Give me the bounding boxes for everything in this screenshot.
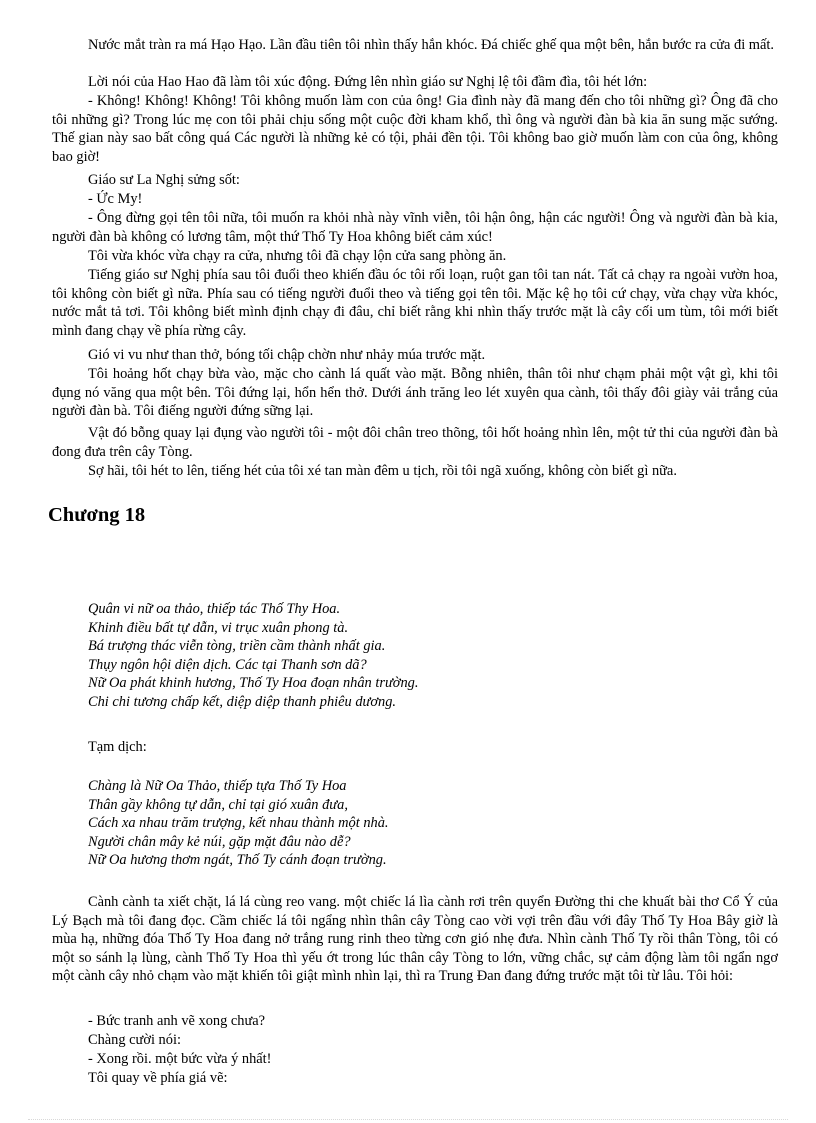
paragraph: Cành cành ta xiết chặt, lá lá cùng reo vang. một chiếc lá lìa cành rơi trên quyển Đường thi che khuất bài thơ Cổ Ý của Lý Bạch mà tôi đang đọc. Cầm chiếc lá tôi ngẩng nhìn thân cây Tòng cao vời vợi trên đầu với đây Thố Ty Hoa Bây giờ là mùa hạ, những đóa Thố Ty Hoa đang nở trắng rung rinh theo từng cơn gió nhẹ đưa. Nhìn cành Thố Ty rồi thân Tòng, tôi có một so sánh lạ lùng, cành Thố Ty Hoa thì yếu ớt trong lúc thân cây Tòng to lớn, vững chắc, sự cảm động làm tôi ngẩn ngơ một cành cây nhỏ chạm vào mặt khiến tôi giật mình nhìn lại, thì ra Trung Đan đang đứng trước mặt tôi từ lâu. Tôi hỏi: [52, 894, 778, 985]
paragraph: Lời nói của Hao Hao đã làm tôi xúc động. Đứng lên nhìn giáo sư Nghị lệ tôi đầm đìa, tôi hét lớn: [88, 74, 648, 90]
dialogue-line: - Xong rồi. một bức vừa ý nhất! [88, 1051, 272, 1067]
poem-line: Nữ Oa hương thơm ngát, Thố Ty cánh đoạn trường. [88, 852, 387, 869]
poem-line: Chi chi tương chấp kết, diệp diệp thanh phiêu dương. [88, 693, 397, 710]
poem-line: Khinh điều bất tự dẫn, vi trục xuân phong tà. [88, 619, 349, 636]
poem-line: Cách xa nhau trăm trượng, kết nhau thành một nhà. [88, 815, 389, 832]
poem-line: Bá trượng thác viễn tòng, triền cầm thành nhất gia. [88, 638, 386, 655]
chapter-title: Chương 18 [48, 504, 146, 526]
paragraph: - Không! Không! Không! Tôi không muốn làm con của ông! Gia đình này đã mang đến cho tôi những gì? Ông đã cho tôi những gì? Trong lúc mẹ con tôi phải chịu sống một cuộc đời kham khổ, thì ông và người đàn bà kia ăn sung mặc sướng. Thế gian này sao bất công quá Các người là những kẻ có tội, phải đền tội. Tôi không bao giờ muốn làm con của ông, không bao giờ! [52, 93, 778, 165]
paragraph: Chàng cười nói: [88, 1032, 181, 1048]
poem-line: Nữ Oa phát khinh hương, Thố Ty Hoa đoạn nhân trường. [88, 675, 419, 692]
paragraph: Tôi vừa khóc vừa chạy ra cửa, nhưng tôi đã chạy lộn cửa sang phòng ăn. [88, 248, 507, 264]
paragraph: Vật đó bỗng quay lại đụng vào người tôi - một đôi chân treo thõng, tôi hốt hoảng nhìn lên, một tử thi của người đàn bà đong đưa trên cây Tòng. [52, 425, 778, 460]
paragraph: Gió vi vu như than thở, bóng tối chập chờn như nhảy múa trước mặt. [88, 347, 486, 363]
translation-label: Tạm dịch: [88, 739, 147, 755]
poem-line: Thân gầy không tự dẫn, chỉ tại gió xuân đưa, [88, 796, 348, 813]
paragraph: Tiếng giáo sư Nghị phía sau tôi đuổi theo khiến đầu óc tôi rối loạn, ruột gan tôi tan nát. Tất cả chạy ra ngoài vườn hoa, tôi không còn biết gì nữa. Phía sau có tiếng người đuổi theo và tiếng gọi tên tôi. Mặc kệ họ tôi cứ chạy, vừa chạy vừa khóc, nước mắt tả tơi. Tôi không biết mình định chạy đi đâu, chỉ biết rằng khi nhìn thấy trước mặt là cây cối um tùm, tôi mới biết mình đang chạy về phía rừng cây. [52, 267, 778, 339]
paragraph: Sợ hãi, tôi hét to lên, tiếng hét của tôi xé tan màn đêm u tịch, rồi tôi ngã xuống, không còn biết gì nữa. [88, 463, 677, 479]
paragraph: Nước mắt tràn ra má Hạo Hạo. Lần đầu tiên tôi nhìn thấy hắn khóc. Đá chiếc ghế qua một bên, hắn bước ra cửa đi mất. [88, 37, 774, 53]
poem-line: Thụy ngôn hội diện dịch. Các tại Thanh sơn dã? [88, 656, 367, 673]
dialogue-line: - Bức tranh anh vẽ xong chưa? [88, 1013, 266, 1029]
poem-translation [88, 777, 688, 870]
poem-line: Quân vi nữ oa thảo, thiếp tác Thố Thy Hoa. [88, 601, 341, 617]
paragraph: Tôi quay về phía giá vẽ: [88, 1070, 228, 1086]
poem-line: Chàng là Nữ Oa Thảo, thiếp tựa Thố Ty Hoa [88, 778, 347, 794]
poem-line: Người chân mây kẻ núi, gặp mặt đâu nào dễ? [88, 833, 351, 850]
paragraph: Tôi hoảng hốt chạy bừa vào, mặc cho cành lá quất vào mặt. Bỗng nhiên, thân tôi như chạm phải một vật gì, khi tôi đụng nó văng qua một bên. Tôi đứng lại, hổn hển thở. Dưới ánh trăng leo lét xuyên qua cành, tôi thấy đôi giày vải trắng của người đàn bà. Tôi điếng người đứng sững lại. [52, 366, 778, 420]
paragraph: Giáo sư La Nghị sửng sốt: [88, 172, 240, 188]
page-bottom-divider [28, 1119, 788, 1120]
poem-original [88, 600, 688, 712]
paragraph: - Ông đừng gọi tên tôi nữa, tôi muốn ra khỏi nhà này vĩnh viễn, tôi hận ông, hận các người! Ông và người đàn bà kia, người đàn bà không có lương tâm, một thứ Thố Ty Hoa không biết cảm xúc! [52, 210, 778, 245]
paragraph: - Ức My! [88, 191, 143, 207]
